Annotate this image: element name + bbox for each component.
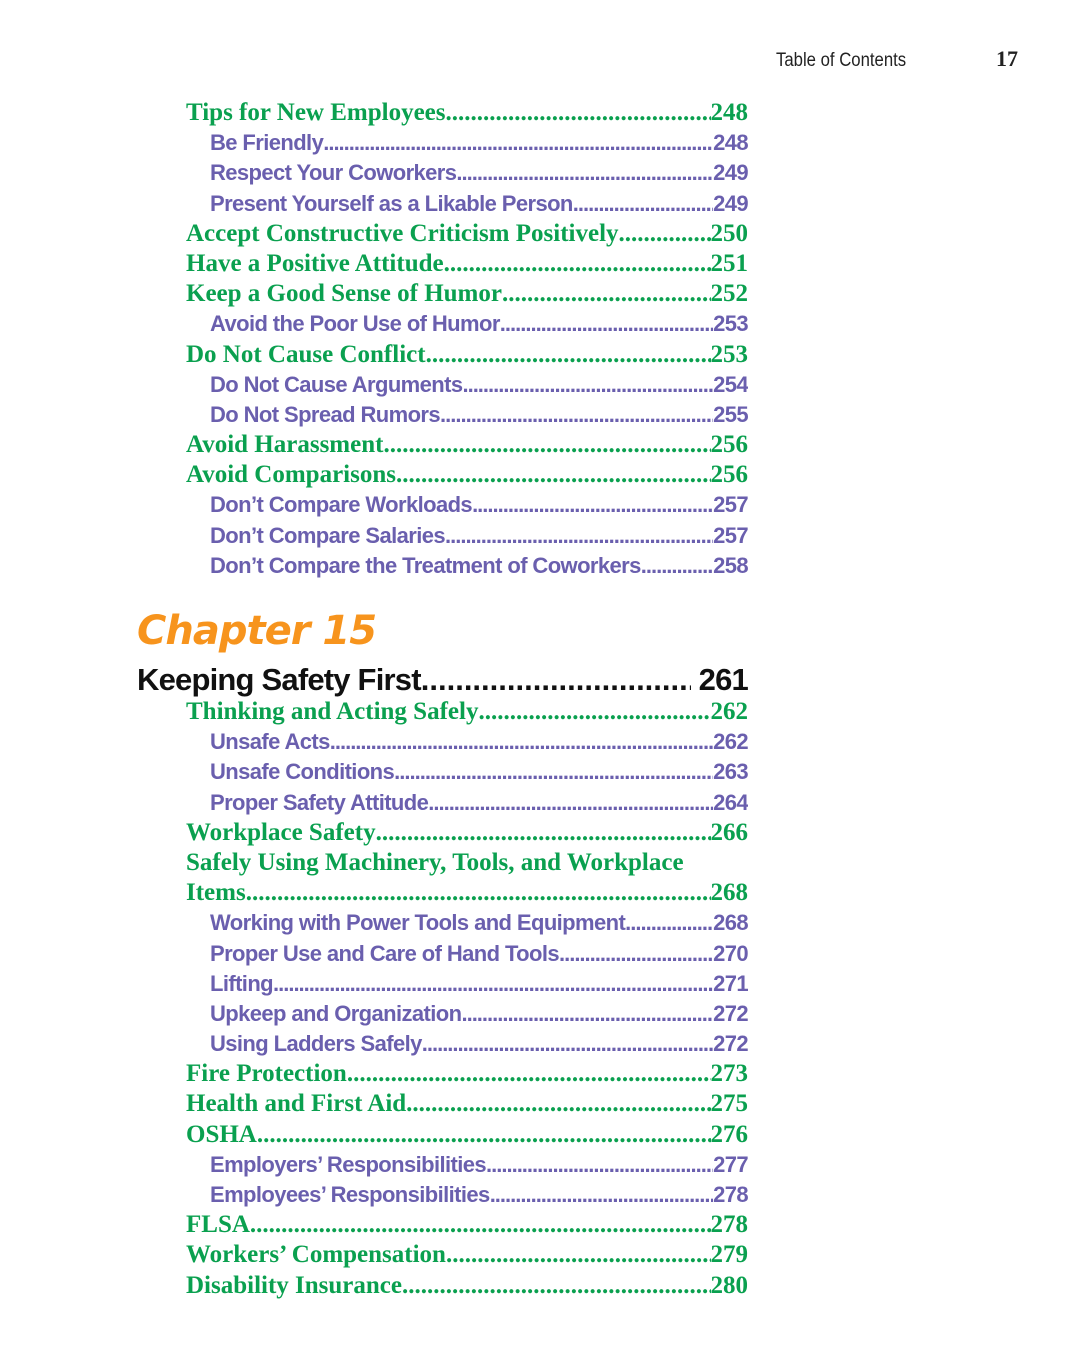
toc-entry-positive-attitude[interactable]: Have a Positive Attitude ..... 251 xyxy=(186,249,748,279)
toc-entry-safely-using-machinery-line1[interactable]: Safely Using Machinery, Tools, and Workplace xyxy=(186,848,684,876)
toc-entry-accept-constructive-criticism[interactable]: Accept Constructive Criticism Positively ..... 250 xyxy=(186,219,748,249)
toc-entry-osha[interactable]: OSHA ..... 276 xyxy=(186,1120,748,1150)
toc-entry-respect-your-coworkers[interactable]: Respect Your Coworkers ..... 249 xyxy=(186,158,748,188)
toc-entry-unsafe-acts[interactable]: Unsafe Acts ..... 262 xyxy=(186,727,748,757)
toc-entry-do-not-spread-rumors[interactable]: Do Not Spread Rumors ..... 255 xyxy=(186,400,748,430)
toc-entry-workers-compensation[interactable]: Workers’ Compensation ..... 279 xyxy=(186,1240,748,1270)
page-number: 17 xyxy=(996,46,1018,71)
toc-entry-hand-tools[interactable]: Proper Use and Care of Hand Tools ..... 270 xyxy=(186,939,748,969)
toc-entry-upkeep-organization[interactable]: Upkeep and Organization ..... 272 xyxy=(186,999,748,1029)
toc-entry-using-ladders[interactable]: Using Ladders Safely ..... 272 xyxy=(186,1029,748,1059)
toc-entry-unsafe-conditions[interactable]: Unsafe Conditions ..... 263 xyxy=(186,757,748,787)
toc-entry-present-yourself[interactable]: Present Yourself as a Likable Person ..... 249 xyxy=(186,189,748,219)
toc-entry-compare-treatment[interactable]: Don’t Compare the Treatment of Coworkers ..... 258 xyxy=(186,551,748,581)
toc-entry-workplace-safety[interactable]: Workplace Safety ..... 266 xyxy=(186,818,748,848)
toc-entry-employees-responsibilities[interactable]: Employees’ Responsibilities ..... 278 xyxy=(186,1180,748,1210)
toc-entry-sense-of-humor[interactable]: Keep a Good Sense of Humor ..... 252 xyxy=(186,279,748,309)
toc-entry-compare-salaries[interactable]: Don’t Compare Salaries ..... 257 xyxy=(186,521,748,551)
toc-entry-avoid-comparisons[interactable]: Avoid Comparisons ..... 256 xyxy=(186,460,748,490)
toc-entry-compare-workloads[interactable]: Don’t Compare Workloads ..... 257 xyxy=(186,490,748,520)
toc-entry-lifting[interactable]: Lifting ..... 271 xyxy=(186,969,748,999)
chapter-page: 261 xyxy=(698,662,748,697)
running-title: Table of Contents xyxy=(776,50,907,71)
toc-entry-employers-responsibilities[interactable]: Employers’ Responsibilities ..... 277 xyxy=(186,1150,748,1180)
toc-entry-fire-protection[interactable]: Fire Protection ..... 273 xyxy=(186,1059,748,1089)
toc-entry-health-first-aid[interactable]: Health and First Aid ..... 275 xyxy=(186,1089,748,1119)
toc-entry-safely-using-machinery-line2[interactable]: Items ..... 268 xyxy=(186,878,748,908)
toc-entry-thinking-acting-safely[interactable]: Thinking and Acting Safely ..... 262 xyxy=(186,697,748,727)
toc-entry-flsa[interactable]: FLSA ..... 278 xyxy=(186,1210,748,1240)
chapter-title: Keeping Safety First xyxy=(137,662,421,697)
toc-entry-poor-use-of-humor[interactable]: Avoid the Poor Use of Humor ..... 253 xyxy=(186,309,748,339)
toc-entry-tips-for-new-employees[interactable]: Tips for New Employees ..... 248 xyxy=(186,98,748,128)
toc-entry-avoid-harassment[interactable]: Avoid Harassment ..... 256 xyxy=(186,430,748,460)
chapter-label: Chapter 15 xyxy=(137,608,377,654)
toc-entry-do-not-cause-conflict[interactable]: Do Not Cause Conflict ..... 253 xyxy=(186,340,748,370)
toc-entry-power-tools[interactable]: Working with Power Tools and Equipment ..... 268 xyxy=(186,908,748,938)
toc-list-chapter-15 xyxy=(186,697,748,1301)
toc-entry-do-not-cause-arguments[interactable]: Do Not Cause Arguments ..... 254 xyxy=(186,370,748,400)
toc-entry-proper-safety-attitude[interactable]: Proper Safety Attitude ..... 264 xyxy=(186,788,748,818)
chapter-title-entry[interactable] xyxy=(137,660,748,700)
toc-list-chapter-14 xyxy=(186,98,748,581)
toc-entry-disability-insurance[interactable]: Disability Insurance ..... 280 xyxy=(186,1271,748,1301)
toc-entry-be-friendly[interactable]: Be Friendly ..... 248 xyxy=(186,128,748,158)
